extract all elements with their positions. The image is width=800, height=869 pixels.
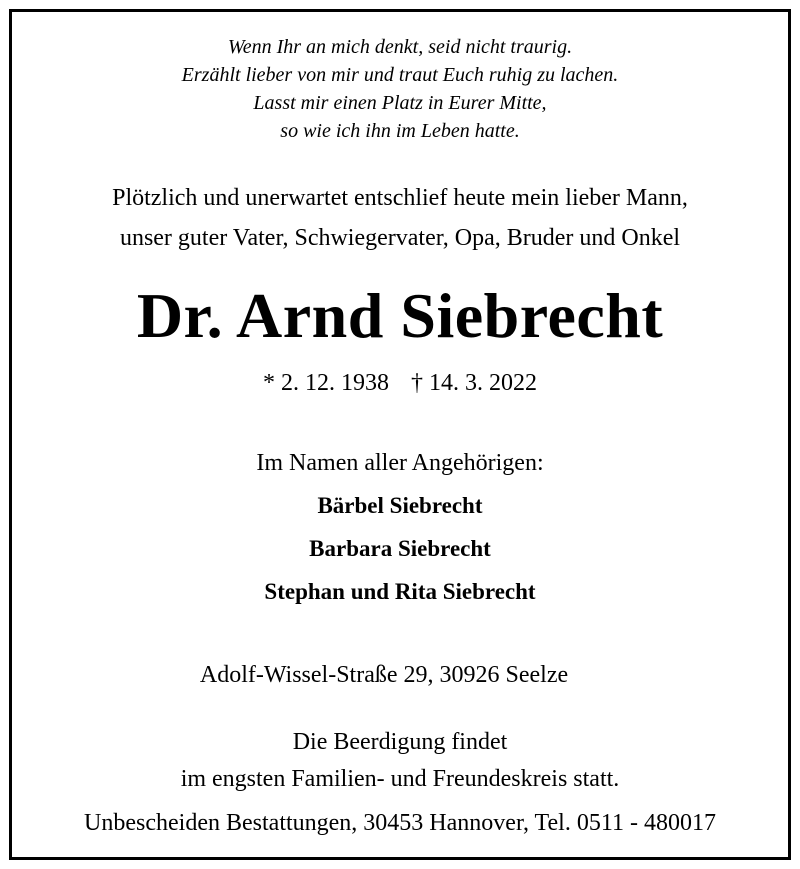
poem-line: Erzählt lieber von mir und traut Euch ruhig zu lachen. — [181, 64, 619, 86]
undertaker-info: Unbescheiden Bestattungen, 30453 Hannover, Tel. 0511 - 480017 — [84, 810, 716, 836]
poem-line: Wenn Ihr an mich denkt, seid nicht traurig. — [227, 36, 573, 58]
mourners-heading: Im Namen aller Angehörigen: — [256, 450, 544, 476]
address: Adolf-Wissel-Straße 29, 30926 Seelze — [199, 662, 569, 688]
mourner-name: Barbara Siebrecht — [309, 536, 491, 561]
mourner-name: Stephan und Rita Siebrecht — [264, 579, 536, 604]
poem-line: so wie ich ihn im Leben hatte. — [280, 120, 520, 142]
intro-line: Plötzlich und unerwartet entschlief heute mein lieber Mann, — [112, 185, 688, 211]
funeral-line: Die Beerdigung findet — [292, 729, 508, 755]
life-dates — [0, 371, 800, 395]
death-date: † 14. 3. 2022 — [411, 370, 537, 396]
birth-date: * 2. 12. 1938 — [263, 370, 389, 396]
intro-line: unser guter Vater, Schwiegervater, Opa, Bruder und Onkel — [119, 225, 681, 251]
funeral-line: im engsten Familien- und Freundeskreis statt. — [180, 766, 620, 792]
poem-line: Lasst mir einen Platz in Eurer Mitte, — [253, 92, 547, 114]
deceased-name: Dr. Arnd Siebrecht — [136, 280, 664, 351]
mourner-name: Bärbel Siebrecht — [317, 493, 483, 518]
